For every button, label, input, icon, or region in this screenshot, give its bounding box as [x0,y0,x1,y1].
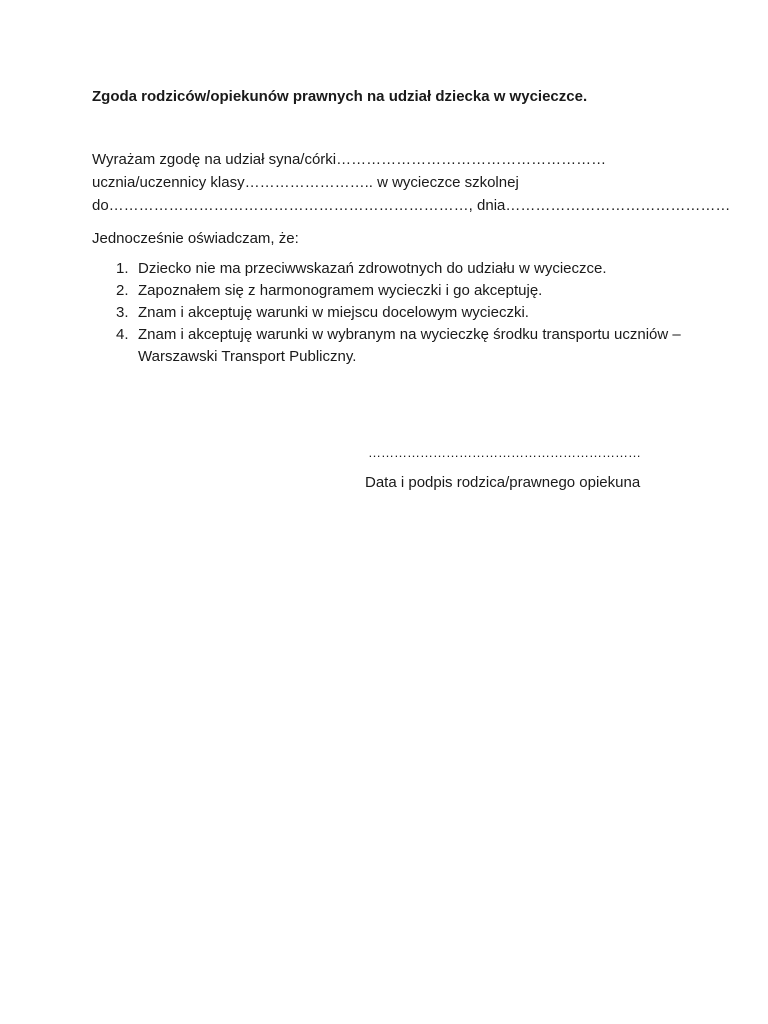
list-item-text: Znam i akceptuję warunki w miejscu docelowym wycieczki. [138,304,529,321]
list-item [116,258,696,280]
list-item-text: Dziecko nie ma przeciwwskazań zdrowotnych do udziału w wycieczce. [138,260,607,277]
consent-line: ucznia/uczennicy klasy…………………….. w wycieczce szkolnej [92,174,519,191]
list-item-number: 4. [116,326,129,343]
list-item-number: 1. [116,260,129,277]
list-item-number: 3. [116,304,129,321]
list-item-number: 2. [116,282,129,299]
signature-line: ……………………………………………………… [368,445,641,460]
list-item [116,302,696,324]
declaration-list [116,258,696,368]
consent-line: do………………………………………………………………, dnia……………………………………… [92,197,731,214]
declaration-intro: Jednocześnie oświadczam, że: [92,230,299,247]
list-item-text: Zapoznałem się z harmonogramem wycieczki i go akceptuję. [138,282,543,299]
list-item [116,280,696,302]
consent-line: Wyrażam zgodę na udział syna/córki……………………………………………… [92,151,607,168]
list-item-text: Znam i akceptuję warunki w wybranym na wycieczkę środku transportu uczniów – Warszawski Transport Publiczny. [138,326,681,365]
consent-paragraph [92,149,731,218]
signature-label: Data i podpis rodzica/prawnego opiekuna [365,474,641,491]
list-item [116,324,696,368]
document-title: Zgoda rodziców/opiekunów prawnych na udział dziecka w wycieczce. [92,88,588,105]
